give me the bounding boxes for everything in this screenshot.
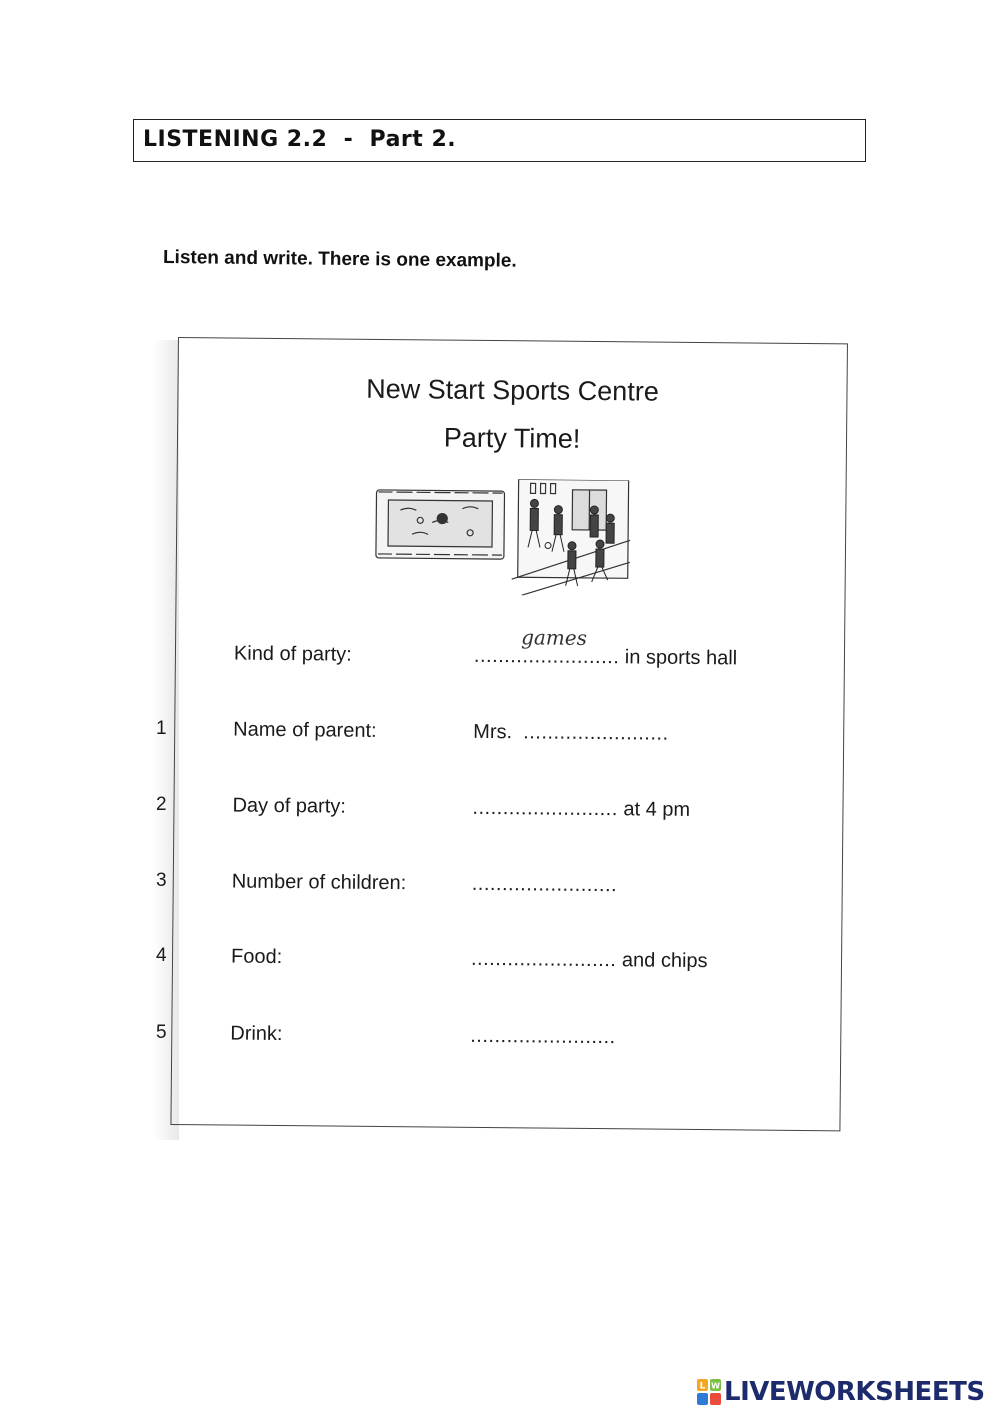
example-suffix: in sports hall	[619, 646, 738, 670]
answer-dots-1: ........................	[523, 721, 669, 745]
answer-field-5[interactable]	[470, 1025, 616, 1049]
question-label-5: Drink:	[230, 1022, 283, 1046]
question-number-3: 3	[156, 870, 167, 891]
answer-prefix-1: Mrs.	[473, 720, 524, 744]
brand-name: LIVEWORKSHEETS	[724, 1377, 985, 1407]
question-label-2: Day of party:	[232, 794, 346, 818]
answer-field-4[interactable]	[471, 948, 708, 973]
question-row-4	[173, 945, 843, 991]
worksheet-title: LISTENING 2.2 - Part 2.	[143, 127, 457, 152]
question-row-2	[174, 794, 844, 840]
answer-suffix-2: at 4 pm	[617, 798, 691, 821]
question-label-3: Number of children:	[231, 870, 407, 895]
question-row-5	[172, 1022, 842, 1068]
question-number-4: 4	[156, 945, 167, 966]
instruction-text: Listen and write. There is one example.	[162, 247, 517, 272]
answer-field-2[interactable]	[472, 797, 690, 822]
question-number-2: 2	[156, 794, 167, 815]
logo-letter-w: W	[711, 1381, 720, 1391]
example-answer	[474, 645, 737, 671]
answer-dots-4: ........................	[470, 947, 617, 972]
question-number-5: 5	[156, 1022, 167, 1043]
party-form-card	[170, 337, 848, 1131]
liveworksheets-branding	[697, 1376, 985, 1408]
card-title: New Start Sports Centre	[366, 373, 659, 407]
example-dots: ........................	[473, 644, 620, 669]
answer-suffix-4: and chips	[616, 949, 708, 973]
answer-field-1[interactable]	[473, 721, 669, 746]
answer-dots-2: ........................	[472, 796, 618, 821]
sports-centre-illustration	[372, 478, 631, 596]
answer-dots-3: ........................	[471, 872, 618, 897]
worksheet-title-box	[133, 119, 866, 162]
card-subtitle: Party Time!	[443, 422, 581, 454]
question-row-1	[175, 718, 845, 764]
question-label-1: Name of parent:	[233, 718, 377, 742]
question-row-3	[173, 870, 843, 916]
liveworksheets-logo-icon	[697, 1379, 721, 1405]
logo-letter-l: L	[699, 1381, 706, 1392]
question-label-4: Food:	[230, 945, 283, 969]
answer-dots-5: ........................	[470, 1024, 616, 1049]
answer-field-3[interactable]	[472, 873, 618, 897]
handwritten-answer: games	[521, 625, 588, 650]
example-label: Kind of party:	[233, 642, 352, 666]
example-row	[176, 625, 846, 688]
question-number-1: 1	[156, 718, 167, 739]
